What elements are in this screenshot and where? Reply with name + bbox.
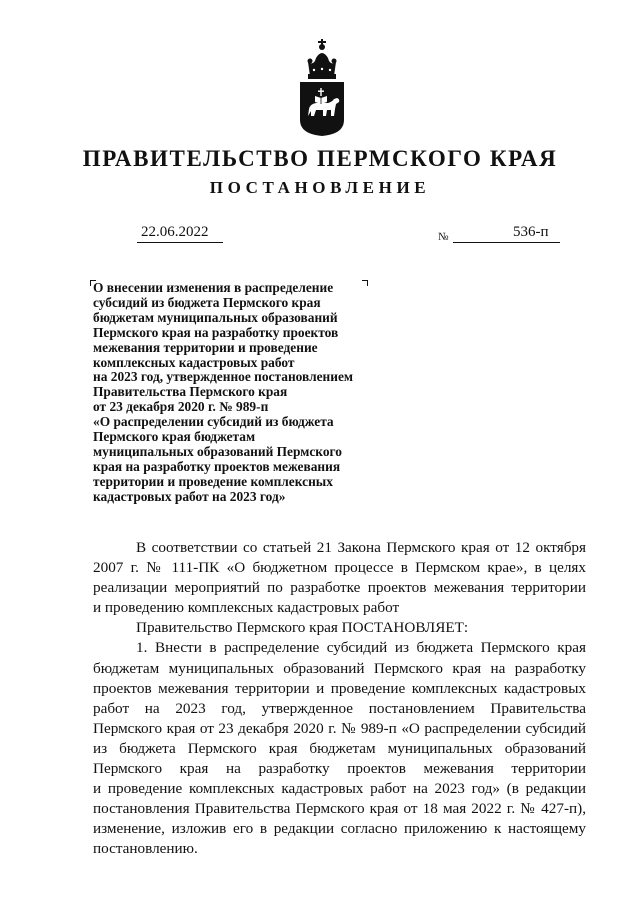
body-line: и проведению комплексных кадастровых работ (93, 599, 400, 617)
document-date: 22.06.2022 (141, 224, 209, 240)
subject-line: края на разработку проектов межевания (93, 458, 341, 474)
document-subject (93, 281, 423, 505)
body-line: постановлению. (93, 840, 198, 858)
subject-line: «О распределении субсидий из бюджета (93, 414, 334, 430)
body-line: 2007 г. № 111-ПК «О бюджетном процессе в Пермском крае», в целях (93, 559, 586, 577)
subject-line: территории и проведение комплексных (93, 473, 333, 489)
body-paragraph-item-1 (93, 638, 586, 859)
subject-line: О внесении изменения в распределение (93, 280, 334, 295)
body-line: 1. Внести в распределение субсидий из бюджета Пермского края (136, 639, 586, 657)
document-body (93, 538, 586, 860)
subject-line: от 23 декабря 2020 г. № 989-п (93, 399, 269, 415)
body-line: постановления Правительства Пермского края от 18 мая 2022 г. № 427-п), (93, 800, 586, 818)
subject-line: Пермского края бюджетам (93, 429, 256, 445)
body-paragraph-resolves: Правительство Пермского края ПОСТАНОВЛЯЕТ: (136, 619, 469, 637)
body-line: изменение, изложив его в редакции согласно приложению к настоящему (93, 820, 586, 838)
subject-line: субсидий из бюджета Пермского края (93, 294, 321, 310)
subject-line: Правительства Пермского края (93, 384, 288, 400)
body-line: бюджетам муниципальных образований Пермского края на разработку (93, 659, 586, 677)
coat-of-arms-emblem (294, 36, 350, 138)
body-line: В соответствии со статьей 21 Закона Пермского края от 12 октября (136, 539, 586, 556)
subject-line: кадастровых работ на 2023 год» (93, 488, 286, 504)
body-line: проектов межевания территории и проведение комплексных кадастровых (93, 679, 586, 697)
body-line: и проведение комплексных кадастровых работ на 2023 год» (в редакции (93, 780, 586, 798)
document-number: 536-п (513, 224, 549, 240)
number-field (453, 224, 560, 243)
body-line: реализации мероприятий по разработке проектов межевания территории (93, 579, 586, 597)
subject-line: межевания территории и проведение (93, 339, 318, 355)
body-line: Пермского края от 23 декабря 2020 г. № 989-п «О распределении субсидий (93, 719, 586, 737)
body-paragraph-preamble (93, 538, 586, 618)
date-field (137, 224, 223, 243)
government-title: ПРАВИТЕЛЬСТВО ПЕРМСКОГО КРАЯ (82, 146, 558, 171)
subject-line: бюджетам муниципальных образований (93, 309, 338, 325)
number-sign: № (438, 231, 449, 243)
subject-line: на 2023 год, утвержденное постановлением (93, 369, 354, 385)
body-line: из бюджета Пермского края бюджетам муниципальных образований (93, 739, 586, 757)
document-type: ПОСТАНОВЛЕНИЕ (209, 178, 431, 197)
subject-line: Пермского края на разработку проектов (93, 324, 339, 340)
body-line: Пермского края на разработку проектов межевания территории (93, 760, 586, 778)
subject-line: комплексных кадастровых работ (93, 354, 295, 370)
body-line: работ на 2023 год, утвержденное постановлением Правительства (93, 699, 586, 717)
subject-line: муниципальных образований Пермского (93, 443, 342, 459)
